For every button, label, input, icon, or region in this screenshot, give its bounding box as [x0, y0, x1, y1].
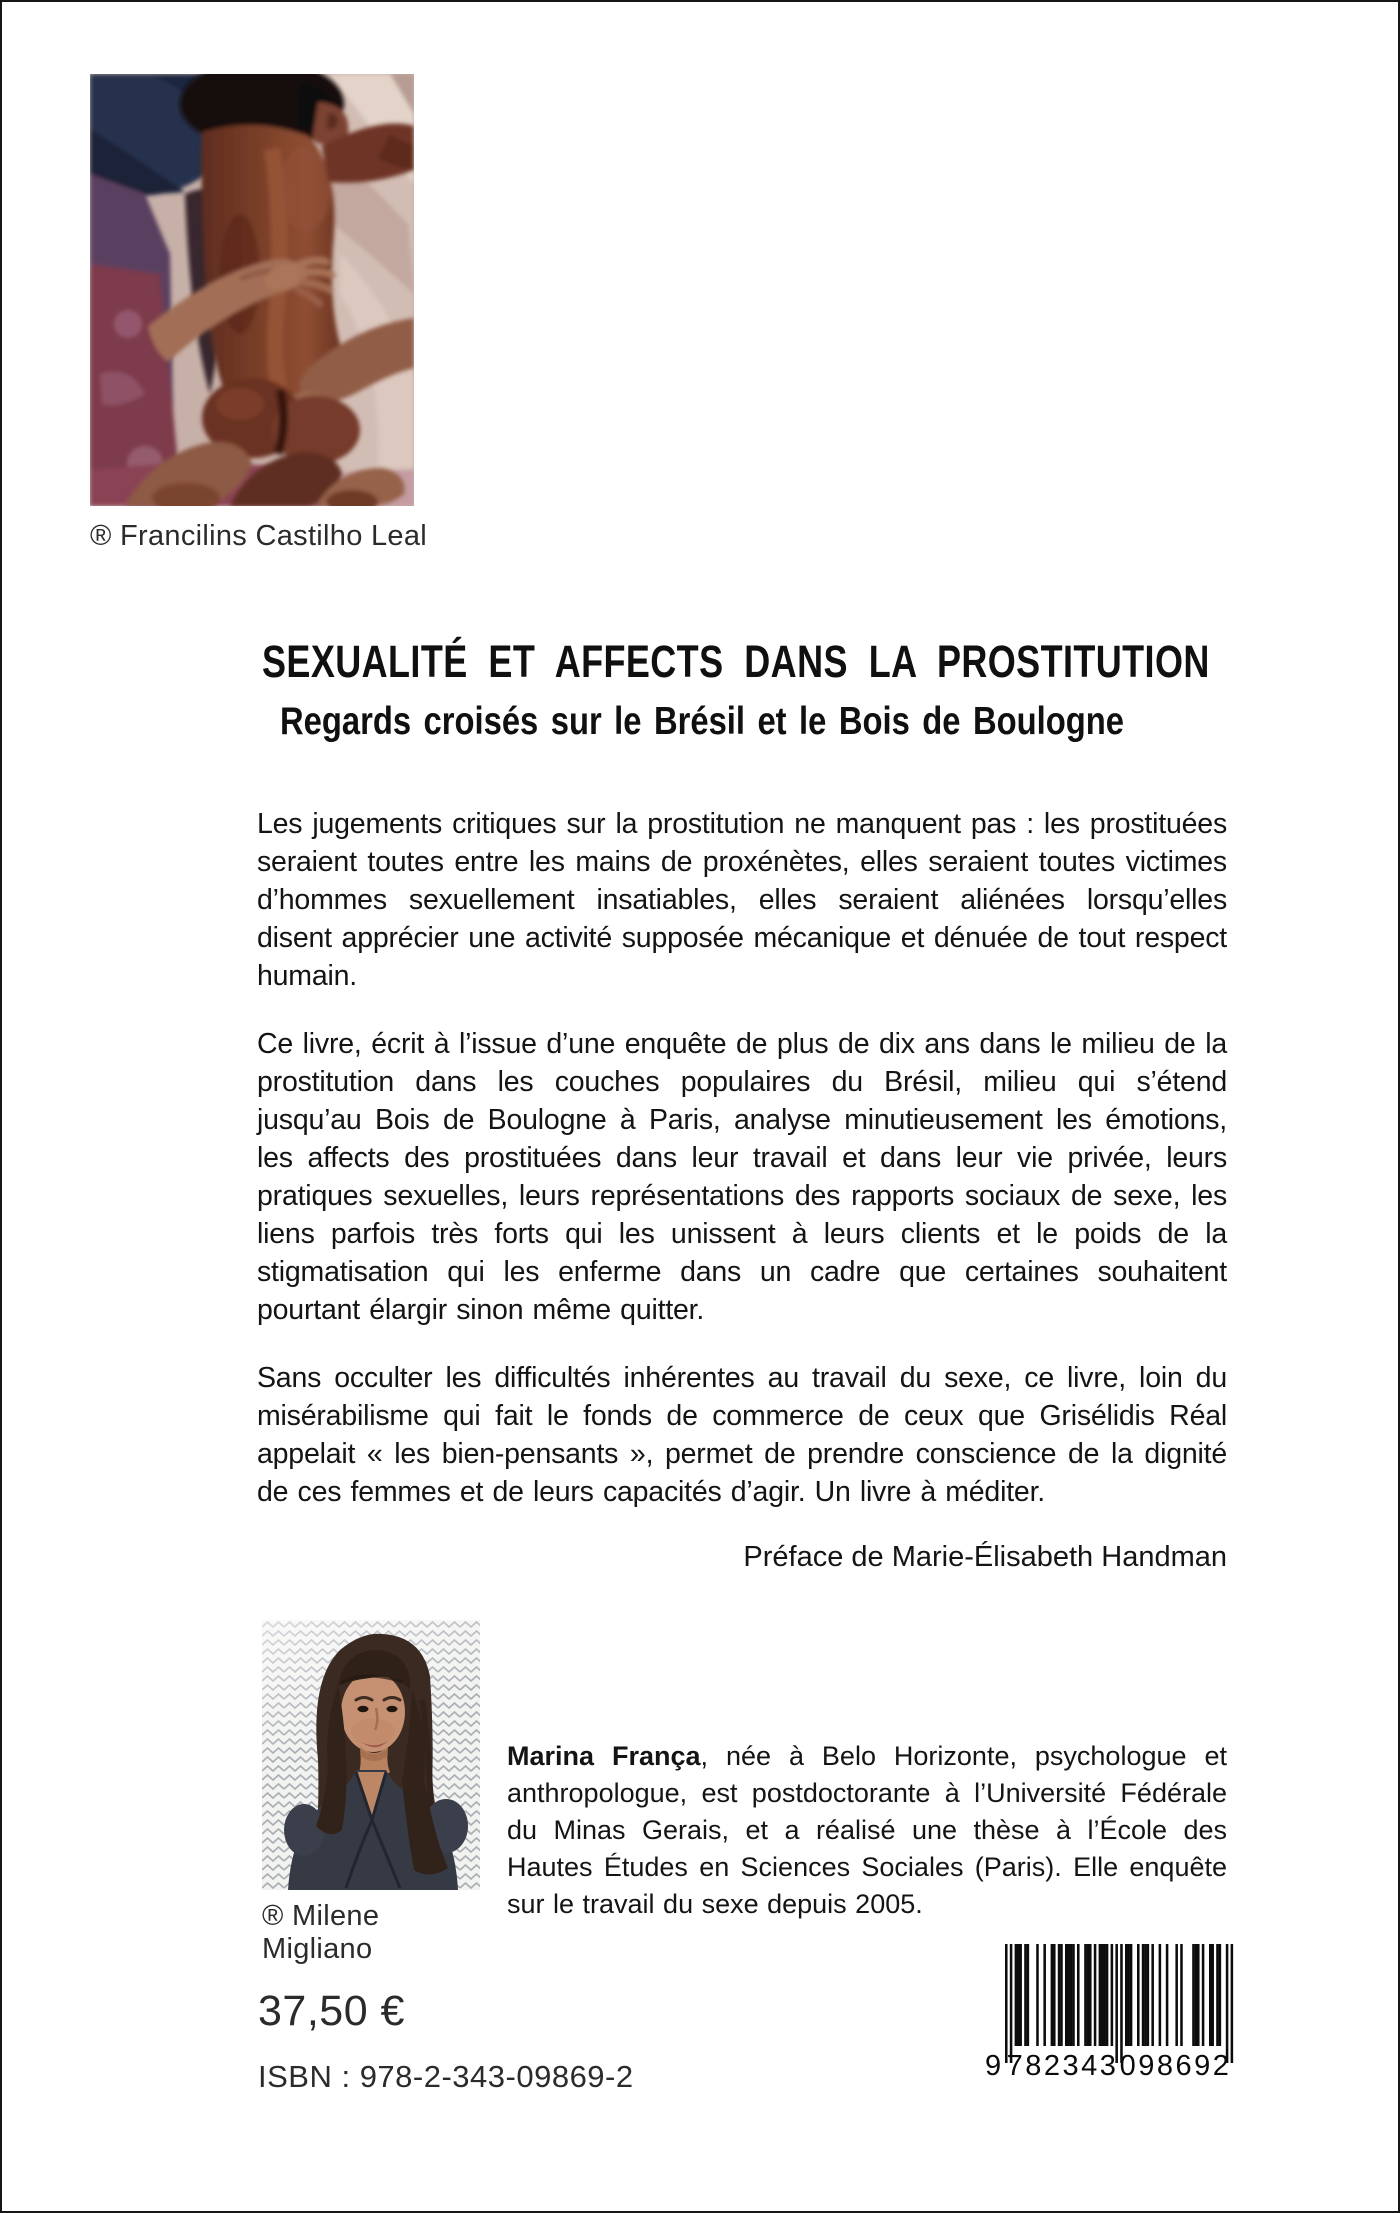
synopsis-paragraph: Les jugements critiques sur la prostitution ne manquent pas : les prostituées seraient toutes entre les mains de proxénètes, elles seraient toutes victimes d’hommes sexuellement insatiables, elles seraient aliénées lorsqu’elles disent apprécier une activité supposée mécanique et dénuée de tout respect humain.: [257, 808, 1227, 992]
price-label: 37,50 €: [258, 1987, 405, 2035]
author-photo: [262, 1620, 480, 1890]
ean13-barcode: [985, 1944, 1235, 2080]
barcode-digit-left-group: 782343: [1006, 2050, 1119, 2080]
barcode-digit-right-group: 098692: [1119, 2050, 1232, 2080]
page-title: SEXUALITÉ ET AFFECTS DANS LA PROSTITUTION: [262, 636, 1210, 687]
cover-photo-credit: ® Francilins Castilho Leal: [90, 520, 428, 552]
barcode-digit-first: 9: [985, 2050, 1002, 2080]
page-subtitle: Regards croisés sur le Brésil et le Bois de Boulogne: [279, 700, 1125, 743]
synopsis-paragraph: Sans occulter les difficultés inhérentes au travail du sexe, ce livre, loin du misérabilisme qui fait le fonds de commerce de ceux que Grisélidis Réal appelait « les bien-pensants », permet de prendre conscience de la dignité de ces femmes et de leurs capacités d’agir. Un livre à méditer.: [257, 1362, 1227, 1508]
author-photo-credit: ® Milene Migliano: [262, 1900, 380, 1965]
preface-line: Préface de Marie-Élisabeth Handman: [743, 1541, 1227, 1573]
cover-photo: [90, 74, 414, 506]
back-cover-text: [257, 805, 1227, 1966]
author-name: Marina França: [507, 1741, 701, 1771]
title-block: [152, 636, 1252, 744]
author-photo-column: [262, 1620, 480, 1966]
synopsis-paragraph: Ce livre, écrit à l’issue d’une enquête de plus de dix ans dans le milieu de la prostitution dans les couches populaires du Brésil, milieu qui s’étend jusqu’au Bois de Boulogne à Paris, analyse minutieusement les émotions, les affects des prostituées dans leur travail et dans leur vie privée, leurs pratiques sexuelles, leurs représentations des rapports sociaux de sexe, les liens parfois très forts qui les unissent à leurs clients et le poids de la stigmatisation qui les enferme dans un cadre que certaines souhaitent pourtant élargir sinon même quitter.: [257, 1028, 1227, 1326]
isbn-label: ISBN : 978-2-343-09869-2: [258, 2059, 634, 2094]
barcode-bars: [1005, 1944, 1233, 2063]
author-bio: [507, 1738, 1227, 1923]
author-section: [257, 1620, 1227, 1966]
author-bio-text: , née à Belo Horizonte, psychologue et anthropologue, est postdoctorante à l’Université Fédérale du Minas Gerais, et a réalisé une thèse à l’École des Hautes Études en Sciences Sociales (Paris). Elle enquête sur le travail du sexe depuis 2005.: [507, 1741, 1227, 1919]
